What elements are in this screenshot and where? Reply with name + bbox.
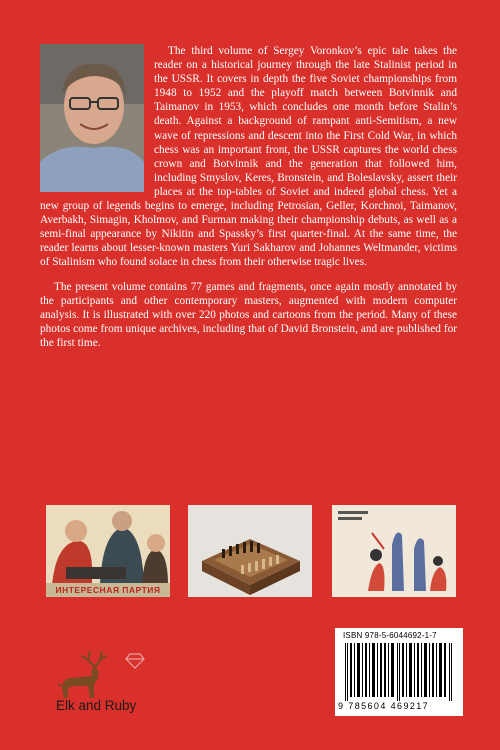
description-paragraph-2: The present volume contains 77 games and fragments, once again mostly annotated by the participants and other contemporary masters, augmented with modern computer analysis. It is illustrated with over 220 photos and cartoons from the period. Many of these photos come from unique archives, including that of David Bronstein, and are published for the first time.: [40, 280, 457, 349]
publisher-name: Elk and Ruby: [56, 698, 137, 713]
chess-box-image: [188, 505, 312, 597]
soviet-poster-image: [46, 505, 170, 597]
photo-spacer: [40, 44, 144, 194]
isbn-label: ISBN 978-5-6044692-1-7: [343, 631, 437, 640]
barcode-digits: 9 785604 469217: [338, 701, 430, 711]
chess-cartoon-image: [332, 505, 456, 597]
poster-caption: ИНТЕРЕСНАЯ ПАРТИЯ: [46, 583, 170, 597]
description-paragraph-1: The third volume of Sergey Voronkov’s epic tale takes the reader on a historical journey through the late Stalinist period in the USSR. It covers in depth the five Soviet championships from 1948 to 1952 and the playoff match between Botvinnik and Taimanov in 1953, which concludes one month before Stalin’s death. Against a background of rampant anti-Semitism, a new wave of repressions and descent into the First Cold War, in which chess was an important front, the USSR captures the world chess crown and Botvinnik and the generation that followed him, including Smyslov, Keres, Bronstein, and Boleslavsky, assert their places at the top-tables of Soviet and indeed global chess. Yet a new group of legends begins to emerge, including Petrosian, Geller, Korchnoi, Taimanov, Averbakh, Simagin, Kholmov, and Furman making their championship debuts, as well as a semi-final appearance by Nikitin and Spassky’s first quarter-final. At the same time, the reader learns about lesser-known masters Yuri Sakharov and Johannes Weltmander, victims of Stalinism who found solace in chess from their otherwise tragic lives.: [40, 45, 457, 269]
isbn-barcode: [335, 628, 463, 716]
description-text: [40, 44, 457, 350]
barcode-bars: [345, 643, 453, 701]
